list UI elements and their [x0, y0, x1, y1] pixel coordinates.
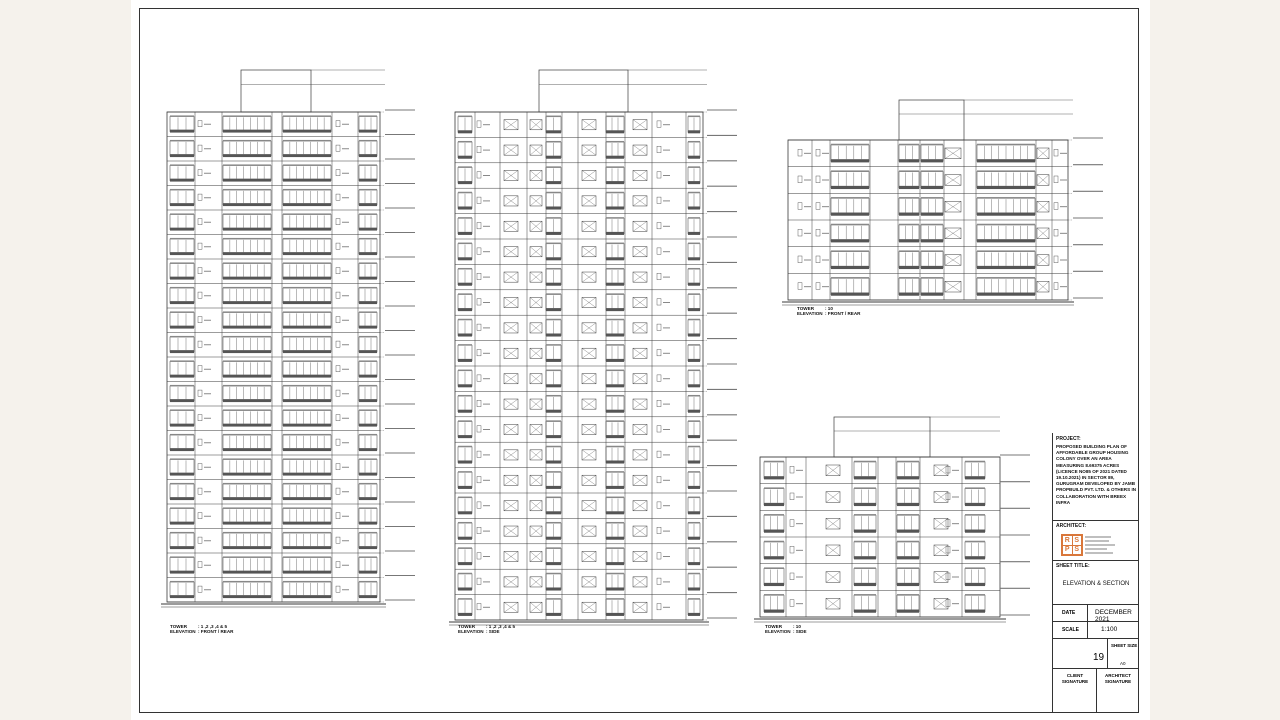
scale-label: SCALE — [1062, 627, 1079, 633]
sheet-title-label: SHEET TITLE: — [1056, 563, 1090, 569]
signature-row — [1053, 668, 1139, 713]
scale-row — [1053, 621, 1139, 639]
caption-side-short: TOWER : 10 ELEVATION : SIDE — [765, 624, 807, 635]
title-block — [1052, 433, 1138, 712]
date-label: DATE — [1062, 610, 1076, 616]
client-signature: CLIENT SIGNATURE — [1061, 673, 1089, 684]
project-label: PROJECT: — [1056, 436, 1081, 442]
sheet-title: ELEVATION & SECTION — [1062, 581, 1130, 587]
elevation-front-rear-short — [782, 100, 1103, 305]
caption-side-tall: TOWER : 1 ,2 ,3 ,4 & 5 ELEVATION : SIDE — [458, 624, 516, 635]
elevation-side-tall — [449, 70, 737, 625]
date-value: DECEMBER 2021 — [1095, 609, 1132, 623]
sheet-size-value: A0 — [1120, 661, 1126, 666]
architect-signature: ARCHITECT SIGNATURE — [1104, 673, 1132, 684]
caption-front-rear-short: TOWER : 10 ELEVATION : FRONT / REAR — [797, 306, 861, 317]
sheet-number: 19 — [1093, 652, 1105, 663]
architect-label: ARCHITECT: — [1056, 523, 1086, 529]
elevation-side-short — [754, 417, 1030, 622]
elevation-front-rear-tall — [161, 70, 415, 607]
architect-contact-info — [1085, 535, 1125, 555]
scale-value: 1:100 — [1101, 626, 1118, 633]
caption-front-rear-tall: TOWER : 1 ,2 ,3 ,4 & 5 ELEVATION : FRONT / REAR — [170, 624, 234, 635]
sheet-size-label: SHEET SIZE — [1111, 643, 1138, 648]
sheet-title-cell — [1053, 560, 1139, 604]
project-description: PROPOSED BUILDING PLAN OF AFFORDABLE GROUP HOUSING COLONY OVER AN AREA MEASURING 8.69375 ACRES (LICENCE NO85 OF 2021 DATED 19.10.2021) IN SECTOR 89, GURUGRAM DEVELOPED BY JAMB PROPBUILD PVT. LTD. & OTHERS IN COLLABORATION WITH BREEX INFRA — [1056, 444, 1137, 505]
architect-logo: R S P S — [1061, 534, 1083, 556]
sheet-number-row — [1053, 638, 1139, 669]
date-row — [1053, 604, 1139, 622]
